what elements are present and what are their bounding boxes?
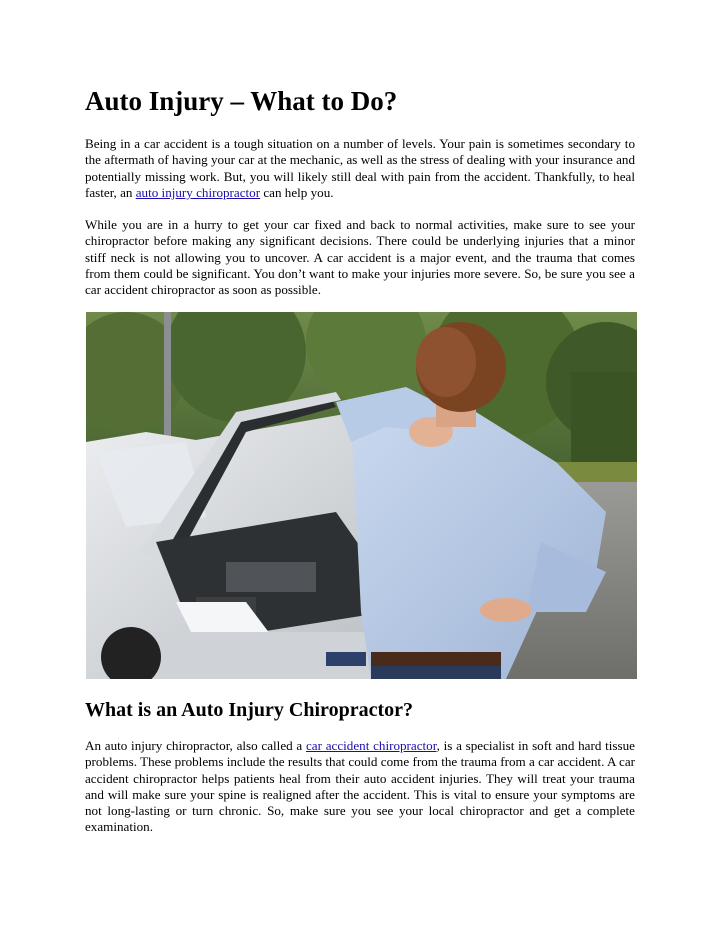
paragraph-intro-text-before: Being in a car accident is a tough situation on a number of levels. Your pain is sometimes secondary to the aftermath of having your car at the mechanic, as well as the stress of dealing with your insurance and potentially missing work. But, you will likely still deal with pain from the accident. Thankfully, to heal faster, an xyxy=(85,136,635,200)
auto-injury-chiropractor-link[interactable]: auto injury chiropractor xyxy=(135,184,261,200)
paragraph-what-is-text-after: , is a specialist in soft and hard tissue problems. These problems include the results that could come from the trauma from a car accident. A car accident chiropractor helps patients heal from their auto accident injuries. They will treat your trauma and will make sure your spine is realigned after the accident. This is vital to ensure your symptoms are not long-lasting or turn chronic. So, make sure you see your local chiropractor and get a complete examination. xyxy=(85,738,635,835)
car-accident-photo xyxy=(86,312,637,679)
page-title: Auto Injury – What to Do? xyxy=(85,86,398,116)
paragraph-intro-text-after: can help you. xyxy=(260,184,334,200)
section-heading: What is an Auto Injury Chiropractor? xyxy=(85,699,413,721)
car-accident-chiropractor-link[interactable]: car accident chiropractor xyxy=(306,738,437,753)
paragraph-what-is xyxy=(85,738,635,836)
paragraph-what-is-text-before: An auto injury chiropractor, also called a xyxy=(85,738,306,753)
paragraph-intro xyxy=(85,136,635,201)
paragraph-hurry: While you are in a hurry to get your car fixed and back to normal activities, make sure to see your chiropractor before making any significant decisions. There could be underlying injuries that a minor stiff neck is not allowing you to uncover. A car accident is a major event, and the trauma that comes from them could be significant. You don’t want to make your injuries more severe. So, be sure you see a car accident chiropractor as soon as possible. xyxy=(85,217,635,298)
